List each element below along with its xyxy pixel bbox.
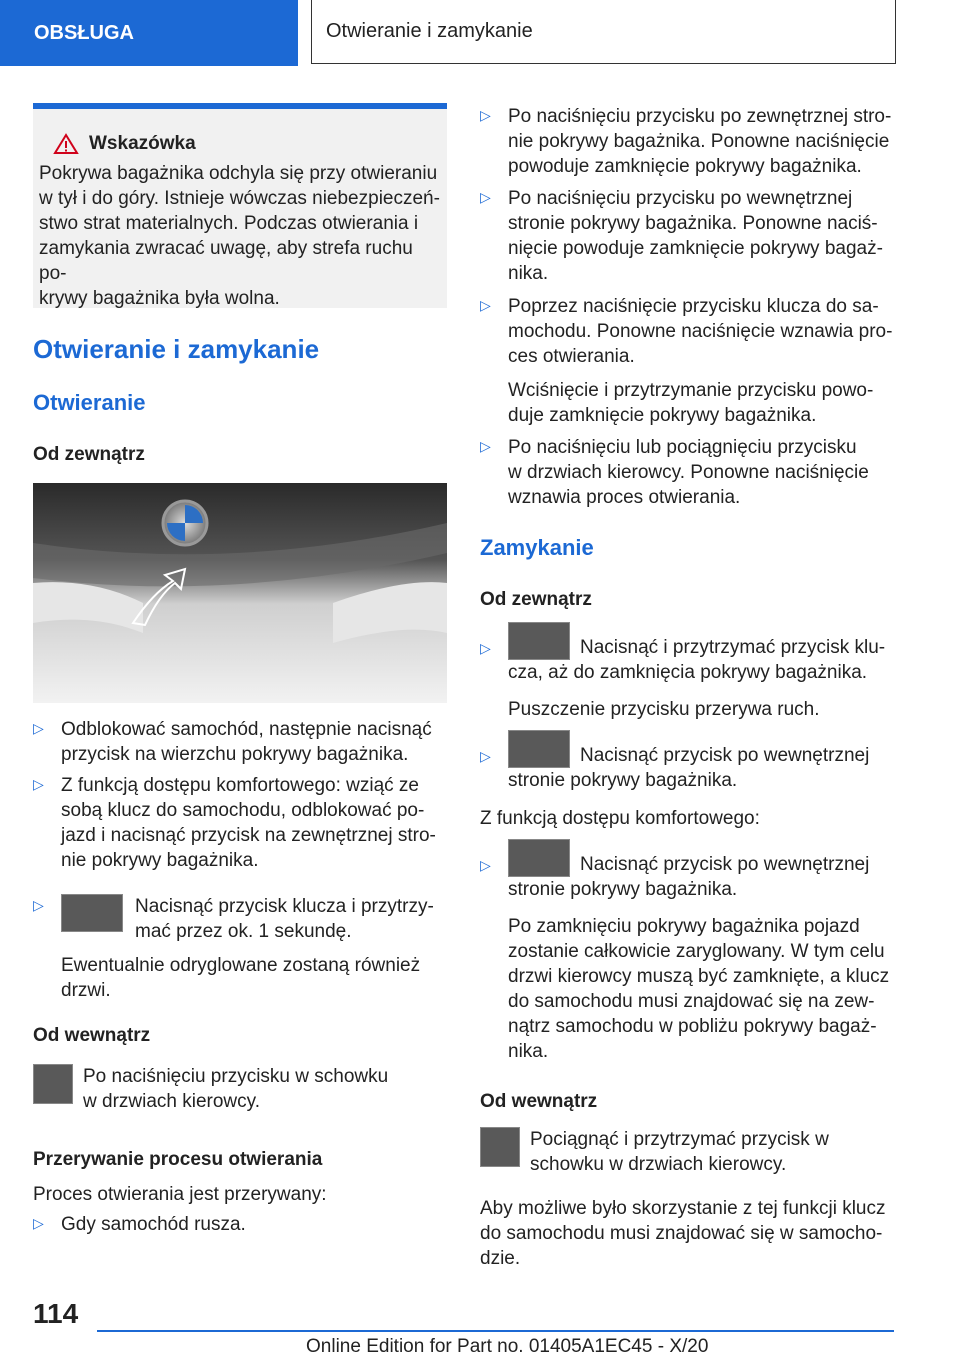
bullet-line: mochodu. Ponowne naciśnięcie wznawia pro- bbox=[508, 321, 893, 342]
list-item bbox=[480, 435, 896, 510]
triangle-bullet-icon: ▷ bbox=[33, 776, 44, 792]
inside-item bbox=[33, 1064, 388, 1114]
bullet-line: w drzwiach kierowcy. Ponowne naciśnięcie bbox=[508, 462, 869, 483]
note-line: w tył i do góry. Istnieje wówczas niebezpieczeń- bbox=[39, 188, 440, 209]
bullet-line: stronie pokrywy bagażnika. Ponowne naciś- bbox=[508, 213, 878, 234]
text-line: dzie. bbox=[480, 1248, 521, 1269]
list-item bbox=[480, 839, 896, 902]
chapter-header bbox=[311, 0, 896, 64]
edition-text: Online Edition for Part no. 01405A1EC45 - X/20 bbox=[306, 1336, 709, 1357]
bullet-line: Odblokować samochód, następnie nacisnąć bbox=[61, 719, 432, 740]
text-line: nątrz samochodu w pobliżu pokrywy bagaż- bbox=[508, 1016, 877, 1037]
text-line: drzwi kierowcy muszą być zamknięte, a klucz bbox=[508, 966, 890, 987]
trunk-button-icon bbox=[480, 1127, 520, 1167]
bullet-line: jazd i nacisnąć przycisk na zewnętrznej stro- bbox=[61, 825, 436, 846]
triangle-bullet-icon: ▷ bbox=[33, 1215, 44, 1231]
list-item bbox=[33, 1212, 447, 1237]
text-line: Aby możliwe było skorzystanie z tej funkcji klucz bbox=[480, 1198, 886, 1219]
bullet-line: mać przez ok. 1 sekundę. bbox=[135, 921, 352, 942]
bullet-line: Nacisnąć przycisk po wewnętrznej bbox=[580, 854, 870, 875]
bullet-line: powoduje zamknięcie pokrywy bagażnika. bbox=[508, 156, 862, 177]
bullet-line: Po naciśnięciu lub pociągnięciu przycisku bbox=[508, 437, 857, 458]
lock-extra bbox=[508, 914, 889, 1064]
note-line: Pokrywa bagażnika odchyla się przy otwieraniu bbox=[39, 163, 438, 184]
list-item bbox=[33, 773, 447, 873]
press-hold-extra bbox=[508, 378, 873, 428]
triangle-bullet-icon: ▷ bbox=[480, 438, 491, 454]
warning-icon bbox=[53, 133, 79, 155]
text-line: Po naciśnięciu przycisku w schowku bbox=[83, 1066, 389, 1087]
bullet-line: Po naciśnięciu przycisku po wewnętrznej bbox=[508, 188, 853, 209]
text-line: zostanie całkowicie zaryglowany. W tym celu bbox=[508, 941, 885, 962]
footer-divider bbox=[97, 1330, 894, 1332]
main-heading: Otwieranie i zamykanie bbox=[33, 334, 320, 364]
final-text bbox=[480, 1196, 885, 1271]
text-line: nika. bbox=[508, 1041, 549, 1062]
car-trunk-key-icon bbox=[508, 622, 570, 660]
text-line: Wciśnięcie i przytrzymanie przycisku powo- bbox=[508, 380, 874, 401]
text-line: Pociągnąć i przytrzymać przycisk w bbox=[530, 1129, 829, 1150]
list-item bbox=[480, 730, 896, 793]
triangle-bullet-icon: ▷ bbox=[33, 720, 44, 736]
inside-heading: Od wewnątrz bbox=[33, 1025, 151, 1046]
bullet-line: przycisk na wierzchu pokrywy bagażnika. bbox=[61, 744, 409, 765]
bullet-line: Z funkcją dostępu komfortowego: wziąć ze bbox=[61, 775, 420, 796]
bullet-line: nie pokrywy bagażnika. Ponowne naciśnięcie bbox=[508, 131, 890, 152]
outside-heading-2: Od zewnątrz bbox=[480, 589, 592, 610]
list-item bbox=[33, 717, 447, 767]
inside-item-2 bbox=[480, 1127, 829, 1177]
chapter-label: Otwieranie i zamykanie bbox=[326, 20, 533, 42]
note-line: zamykania zwracać uwagę, aby strefa ruchu po- bbox=[39, 238, 413, 284]
bullet-line: cza, aż do zamknięcia pokrywy bagażnika. bbox=[508, 662, 868, 683]
bullet-line: nie pokrywy bagażnika. bbox=[61, 850, 259, 871]
note-title bbox=[39, 133, 441, 155]
list-item bbox=[480, 622, 896, 685]
list-item bbox=[480, 104, 896, 179]
note-line: stwo strat materialnych. Podczas otwierania i bbox=[39, 213, 419, 234]
triangle-bullet-icon: ▷ bbox=[480, 748, 491, 764]
text-line: w drzwiach kierowcy. bbox=[83, 1091, 261, 1112]
bullet-line: Poprzez naciśnięcie przycisku klucza do sa- bbox=[508, 296, 879, 317]
text-line: do samochodu musi znajdować się w samocho- bbox=[480, 1223, 883, 1244]
bullet-line: sobą klucz do samochodu, odblokować po- bbox=[61, 800, 425, 821]
release-text: Puszczenie przycisku przerywa ruch. bbox=[508, 699, 820, 720]
triangle-bullet-icon: ▷ bbox=[480, 107, 491, 123]
bullet-line: Nacisnąć i przytrzymać przycisk klu- bbox=[580, 637, 886, 658]
bullet-line: ces otwierania. bbox=[508, 346, 635, 367]
comfort-text: Z funkcją dostępu komfortowego: bbox=[480, 808, 760, 829]
bullet-line: nięcie powoduje zamknięcie pokrywy bagaż- bbox=[508, 238, 883, 259]
trunk-button-photo bbox=[33, 483, 447, 703]
lock-button-icon bbox=[508, 839, 570, 877]
interrupt-heading: Przerywanie procesu otwierania bbox=[33, 1149, 323, 1170]
bullet-line: stronie pokrywy bagażnika. bbox=[508, 770, 738, 791]
section-label: OBSŁUGA bbox=[34, 21, 134, 44]
list-item bbox=[480, 294, 896, 369]
list-item bbox=[33, 894, 447, 944]
opening-heading: Otwieranie bbox=[33, 390, 146, 415]
outside-heading: Od zewnątrz bbox=[33, 444, 145, 465]
warning-note bbox=[33, 103, 447, 308]
text-line: duje zamknięcie pokrywy bagażnika. bbox=[508, 405, 817, 426]
list-item bbox=[480, 186, 896, 286]
triangle-bullet-icon: ▷ bbox=[480, 297, 491, 313]
bullet-line: stronie pokrywy bagażnika. bbox=[508, 879, 738, 900]
bullet-line: Nacisnąć przycisk klucza i przytrzy- bbox=[135, 896, 434, 917]
bullet-line: nika. bbox=[508, 263, 549, 284]
text-line: Po zamknięciu pokrywy bagażnika pojazd bbox=[508, 916, 860, 937]
text-line: drzwi. bbox=[61, 980, 111, 1001]
section-tab bbox=[0, 0, 298, 66]
page-number: 114 bbox=[33, 1298, 79, 1329]
interrupt-text: Proces otwierania jest przerywany: bbox=[33, 1184, 327, 1205]
car-trunk-button-icon bbox=[508, 730, 570, 768]
trunk-button-icon bbox=[33, 1064, 73, 1104]
text-line: schowku w drzwiach kierowcy. bbox=[530, 1154, 787, 1175]
note-title-text: Wskazówka bbox=[89, 133, 196, 154]
triangle-bullet-icon: ▷ bbox=[480, 857, 491, 873]
inside-heading-2: Od wewnątrz bbox=[480, 1091, 598, 1112]
bullet-line: Po naciśnięciu przycisku po zewnętrznej stro- bbox=[508, 106, 892, 127]
key-bullet-extra bbox=[61, 953, 420, 1003]
bullet-line: Nacisnąć przycisk po wewnętrznej bbox=[580, 745, 870, 766]
bullet-line: Gdy samochód rusza. bbox=[61, 1214, 246, 1235]
text-line: Ewentualnie odryglowane zostaną również bbox=[61, 955, 421, 976]
car-trunk-key-icon bbox=[61, 894, 123, 932]
closing-heading: Zamykanie bbox=[480, 535, 594, 560]
note-line: krywy bagażnika była wolna. bbox=[39, 288, 280, 309]
text-line: do samochodu musi znajdować się na zew- bbox=[508, 991, 875, 1012]
triangle-bullet-icon: ▷ bbox=[480, 640, 491, 656]
bullet-line: wznawia proces otwierania. bbox=[508, 487, 741, 508]
triangle-bullet-icon: ▷ bbox=[33, 897, 44, 913]
triangle-bullet-icon: ▷ bbox=[480, 189, 491, 205]
